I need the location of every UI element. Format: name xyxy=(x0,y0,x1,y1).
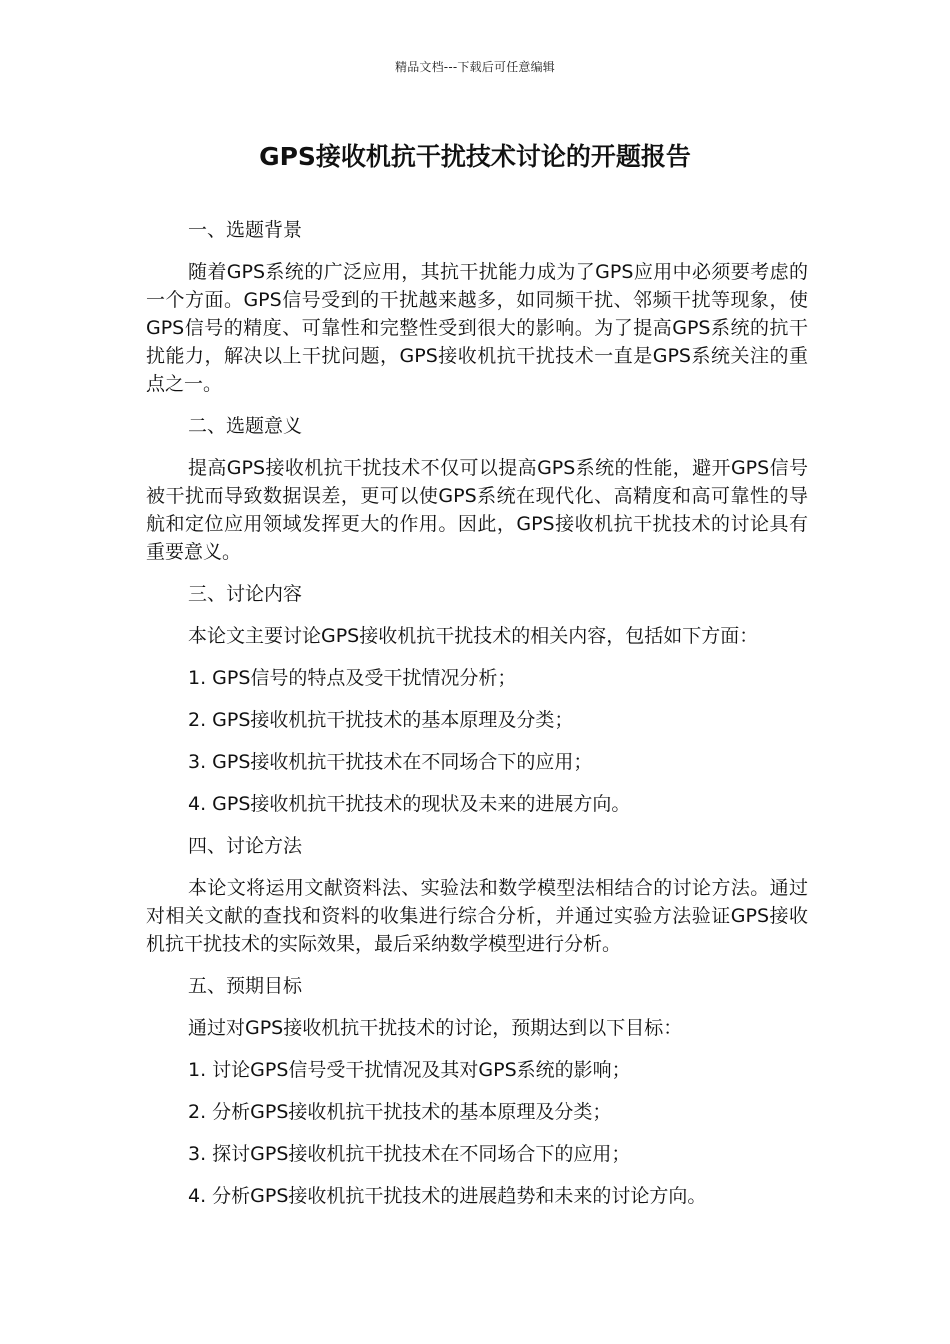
list-item: 2. GPS接收机抗干扰技术的基本原理及分类； xyxy=(188,709,574,731)
section-heading-significance: 二、选题意义 xyxy=(188,415,303,437)
document-body xyxy=(146,216,808,1224)
list-item: 4. 分析GPS接收机抗干扰技术的进展趋势和未来的讨论方向。 xyxy=(188,1185,707,1207)
list-item: 1. GPS信号的特点及受干扰情况分析； xyxy=(188,667,517,689)
section-heading-background: 一、选题背景 xyxy=(188,219,303,241)
list-item: 3. GPS接收机抗干扰技术在不同场合下的应用； xyxy=(188,751,593,773)
section-heading-method: 四、讨论方法 xyxy=(188,835,303,857)
section-paragraph-background: 随着GPS系统的广泛应用，其抗干扰能力成为了GPS应用中必须要考虑的一个方面。GPS信号受到的干扰越来越多，如同频干扰、邻频干扰等现象，使GPS信号的精度、可靠性和完整性受到很大的影响。为了提高GPS系统的抗干扰能力，解决以上干扰问题，GPS接收机抗干扰技术一直是GPS系统关注的重点之一。 xyxy=(146,261,808,395)
list-item: 1. 讨论GPS信号受干扰情况及其对GPS系统的影响； xyxy=(188,1059,631,1081)
section-paragraph-method: 本论文将运用文献资料法、实验法和数学模型法相结合的讨论方法。通过对相关文献的查找和资料的收集进行综合分析，并通过实验方法验证GPS接收机抗干扰技术的实际效果，最后采纳数学模型进行分析。 xyxy=(146,877,808,955)
header-note: 精品文档---下载后可任意编辑 xyxy=(395,60,555,74)
section-intro-goals: 通过对GPS接收机抗干扰技术的讨论，预期达到以下目标： xyxy=(188,1017,683,1039)
section-heading-content: 三、讨论内容 xyxy=(188,583,303,605)
list-item: 4. GPS接收机抗干扰技术的现状及未来的进展方向。 xyxy=(188,793,631,815)
section-paragraph-significance: 提高GPS接收机抗干扰技术不仅可以提高GPS系统的性能，避开GPS信号被干扰而导致数据误差，更可以使GPS系统在现代化、高精度和高可靠性的导航和定位应用领域发挥更大的作用。因此，GPS接收机抗干扰技术的讨论具有重要意义。 xyxy=(146,457,808,563)
list-item: 3. 探讨GPS接收机抗干扰技术在不同场合下的应用； xyxy=(188,1143,631,1165)
section-intro-content: 本论文主要讨论GPS接收机抗干扰技术的相关内容，包括如下方面： xyxy=(188,625,759,647)
document-title: GPS接收机抗干扰技术讨论的开题报告 xyxy=(259,142,691,171)
section-heading-goals: 五、预期目标 xyxy=(188,975,303,997)
list-item: 2. 分析GPS接收机抗干扰技术的基本原理及分类； xyxy=(188,1101,612,1123)
